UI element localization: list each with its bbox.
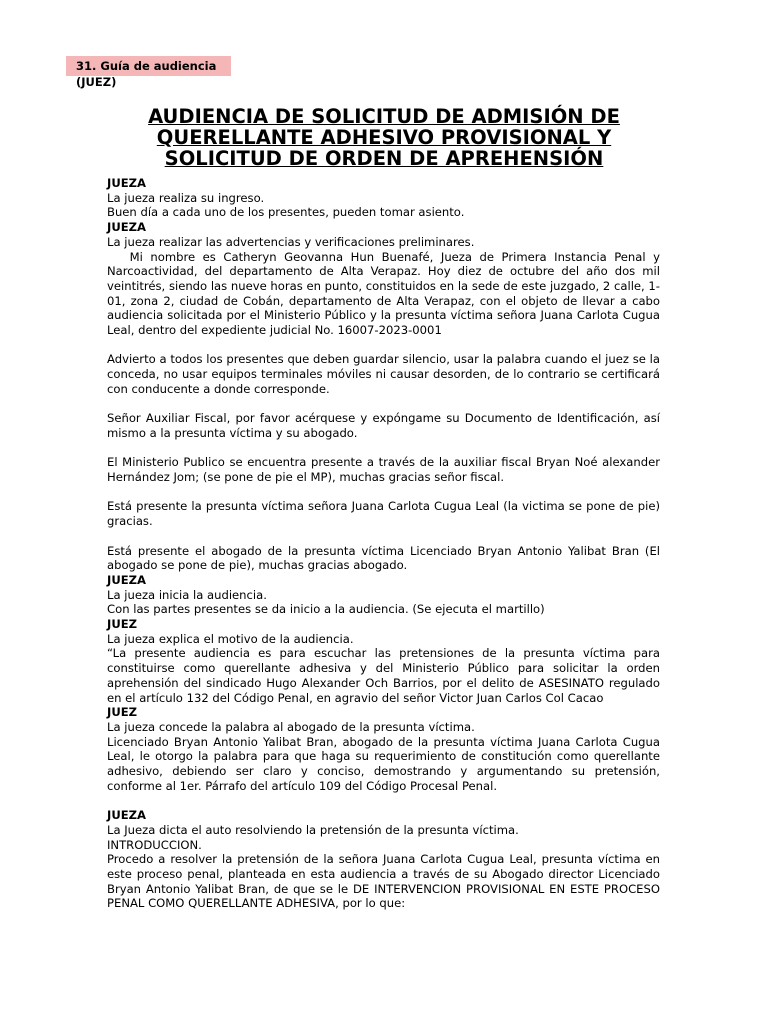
speaker-label: JUEZA [107, 572, 147, 587]
speaker-label: JUEZA [107, 176, 147, 190]
paragraph: Procedo a resolver la pretensión de la señora Juana Carlota Cugua Leal, presunta víctima en este proceso penal, planteada en esta audiencia a través de su Abogado director Licenciado Bryan Antonio Yalibat Bran, de que se le DE INTERVENCION PROVISIONAL EN ESTE PROCESO PENAL COMO QUERELLANTE ADHESIVA, por lo que: [107, 852, 664, 911]
paragraph: Está presente la presunta víctima señora Juana Carlota Cugua Leal (la victima se pone de pie) gracias. [107, 499, 664, 529]
paragraph-spacer [107, 338, 660, 353]
text-line: La jueza explica el motivo de la audiencia. [107, 631, 354, 646]
paragraph: Señor Auxiliar Fiscal, por favor acérquese y expóngame su Documento de Identificación, así mismo a la presunta víctima y su abogado. [107, 411, 664, 440]
speaker-label: JUEZA [107, 220, 147, 235]
paragraph-spacer [107, 441, 660, 456]
text-line: Con las partes presentes se da inicio a la audiencia. (Se ejecuta el martillo) [107, 602, 545, 617]
paragraph: “La presente audiencia es para escuchar las pretensiones de la presunta víctima para constituirse como querellante adhesiva y del Ministerio Público para solicitar la orden aprehensión del sindicado Hugo Alexander Och Barrios, por el delito de ASESINATO regulado en el artículo 132 del Código Penal, en agravio del señor Victor Juan Carlos Col Cacao [107, 646, 664, 705]
document-title: AUDIENCIA DE SOLICITUD DE ADMISIÓN DE QUERELLANTE ADHESIVO PROVISIONAL Y SOLICITUD DE ORDEN DE APREHENSIÓN [148, 105, 620, 170]
section-tag: 31. Guía de audiencia (JUEZ) [66, 56, 231, 76]
text-line: La jueza realizar las advertencias y verificaciones preliminares. [107, 234, 475, 249]
paragraph: Mi nombre es Catheryn Geovanna Hun Buenafé, Jueza de Primera Instancia Penal y Narcoactividad, del departamento de Alta Verapaz. Hoy diez de octubre del año dos mil veintitrés, siendo las nueve horas en punto, constituidos en la sede de este juzgado, 2 calle, 1-01, zona 2, ciudad de Cobán, departamento de Alta Verapaz, con el objeto de llevar a cabo audiencia solicitada por el Ministerio Público y la presunta víctima señora Juana Carlota Cugua Leal, dentro del expediente judicial No. 16007-2023-0001 [107, 249, 664, 338]
document-body [107, 176, 664, 911]
text-line: La Jueza dicta el auto resolviendo la pretensión de la presunta víctima. [107, 822, 519, 837]
paragraph-spacer [107, 793, 660, 808]
paragraph: Licenciado Bryan Antonio Yalibat Bran, abogado de la presunta víctima Juana Carlota Cugua Leal, le otorgo la palabra para que haga su requerimiento de constitución como querellante adhesivo, debiendo ser claro y conciso, demostrando y argumentando su pretensión, conforme al 1er. Párrafo del artículo 109 del Código Procesal Penal. [107, 734, 664, 793]
paragraph: El Ministerio Publico se encuentra presente a través de la auxiliar fiscal Bryan Noé alexander Hernández Jom; (se pone de pie el MP), muchas gracias señor fiscal. [107, 455, 664, 485]
paragraph-spacer [107, 485, 660, 500]
speaker-label: JUEZ [107, 617, 138, 632]
speaker-label: JUEZA [107, 808, 147, 823]
text-line: La jueza inicia la audiencia. [107, 587, 267, 602]
text-line: La jueza realiza su ingreso. [107, 190, 265, 205]
paragraph: Está presente el abogado de la presunta víctima Licenciado Bryan Antonio Yalibat Bran (El abogado se pone de pie), muchas gracias abogado. [107, 543, 664, 573]
paragraph-spacer [107, 397, 660, 412]
text-line: Buen día a cada uno de los presentes, pueden tomar asiento. [107, 205, 465, 220]
speaker-label: JUEZ [107, 705, 138, 720]
text-line: INTRODUCCION. [107, 837, 202, 852]
text-line: La jueza concede la palabra al abogado de la presunta víctima. [107, 719, 475, 734]
paragraph-spacer [107, 529, 660, 544]
paragraph: Advierto a todos los presentes que deben guardar silencio, usar la palabra cuando el juez se la conceda, no usar equipos terminales móviles ni causar desorden, de lo contrario se certificará con conducente a donde corresponde. [107, 352, 664, 396]
